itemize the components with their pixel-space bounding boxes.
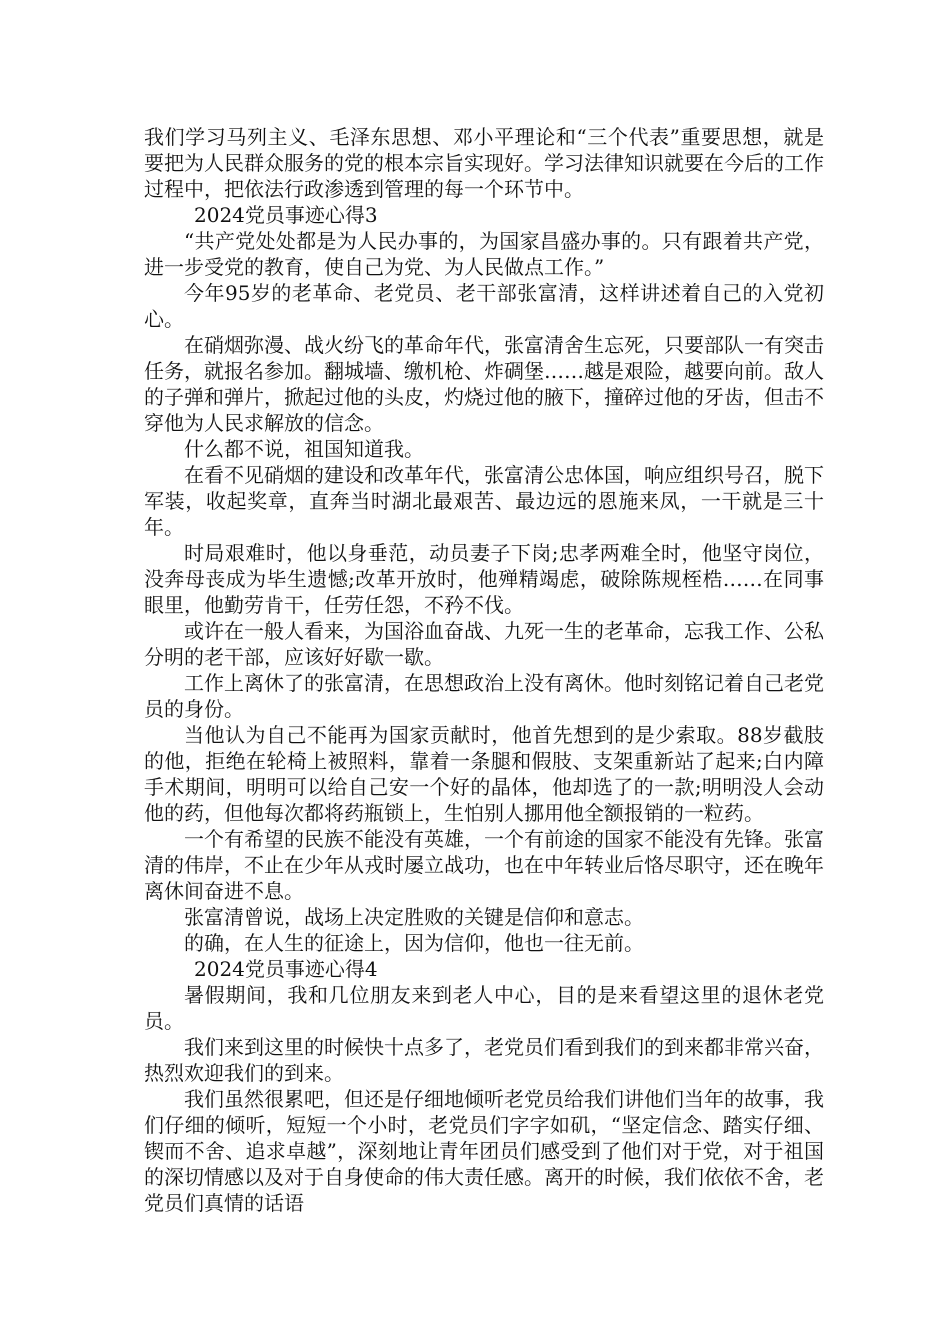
paragraph-10: 当他认为自己不能再为国家贡献时，他首先想到的是少索取。88岁截肢的他，拒绝在轮椅上被照料，靠着一条腿和假肢、支架重新站了起来;白内障手术期间，明明可以给自己安一个好的晶体，他却选了的一款;明明没人会动他的药，但他每次都将药瓶锁上，生怕别人挪用他全额报销的一粒药。 <box>144 723 824 825</box>
paragraph-14: 暑假期间，我和几位朋友来到老人中心，目的是来看望这里的退休老党员。 <box>144 983 824 1033</box>
paragraph-15: 我们来到这里的时候快十点多了，老党员们看到我们的到来都非常兴奋，热烈欢迎我们的到来。 <box>144 1035 824 1085</box>
paragraph-12: 张富清曾说，战场上决定胜败的关键是信仰和意志。 <box>184 905 644 929</box>
paragraph-6: 在看不见硝烟的建设和改革年代，张富清公忠体国，响应组织号召，脱下军装，收起奖章，直奔当时湖北最艰苦、最边远的恩施来凤，一干就是三十年。 <box>144 463 824 539</box>
paragraph-2: “共产党处处都是为人民办事的，为国家昌盛办事的。只有跟着共产党，进一步受党的教育，使自己为党、为人民做点工作。” <box>144 229 824 279</box>
paragraph-9: 工作上离休了的张富清，在思想政治上没有离休。他时刻铭记着自己老党员的身份。 <box>144 671 824 721</box>
paragraph-5: 什么都不说，祖国知道我。 <box>184 437 424 461</box>
document-page <box>144 124 824 1216</box>
paragraph-7: 时局艰难时，他以身垂范，动员妻子下岗;忠孝两难全时，他坚守岗位，没奔母丧成为毕生遗憾;改革开放时，他殚精竭虑，破除陈规桎梏……在同事眼里，他勤劳肯干，任劳任怨，不矜不伐。 <box>144 541 824 617</box>
paragraph-11: 一个有希望的民族不能没有英雄，一个有前途的国家不能没有先锋。张富清的伟岸，不止在少年从戎时屡立战功，也在中年转业后恪尽职守，还在晚年离休间奋进不息。 <box>144 827 824 903</box>
paragraph-4: 在硝烟弥漫、战火纷飞的革命年代，张富清舍生忘死，只要部队一有突击任务，就报名参加。翻城墙、缴机枪、炸碉堡……越是艰险，越要向前。敌人的子弹和弹片，掀起过他的头皮，灼烧过他的腋下，撞碎过他的牙齿，但击不穿他为人民求解放的信念。 <box>144 333 824 435</box>
paragraph-13: 的确，在人生的征途上，因为信仰，他也一往无前。 <box>184 931 644 955</box>
section-heading-4: 2024党员事迹心得4 <box>194 957 378 981</box>
paragraph-16: 我们虽然很累吧，但还是仔细地倾听老党员给我们讲他们当年的故事，我们仔细的倾听，短短一个小时，老党员们字字如矶，“坚定信念、踏实仔细、锲而不舍、追求卓越”，深刻地让青年团员们感受到了他们对于党，对于祖国的深切情感以及对于自身使命的伟大责任感。离开的时候，我们依依不舍，老党员们真情的话语 <box>144 1087 824 1215</box>
paragraph-8: 或许在一般人看来，为国浴血奋战、九死一生的老革命，忘我工作、公私分明的老干部，应该好好歇一歇。 <box>144 619 824 669</box>
paragraph-1: 我们学习马列主义、毛泽东思想、邓小平理论和“三个代表”重要思想，就是要把为人民群众服务的党的根本宗旨实现好。学习法律知识就要在今后的工作过程中，把依法行政渗透到管理的每一个环节中。 <box>144 125 824 201</box>
section-heading-3: 2024党员事迹心得3 <box>194 203 378 227</box>
paragraph-3: 今年95岁的老革命、老党员、老干部张富清，这样讲述着自己的入党初心。 <box>144 281 824 331</box>
